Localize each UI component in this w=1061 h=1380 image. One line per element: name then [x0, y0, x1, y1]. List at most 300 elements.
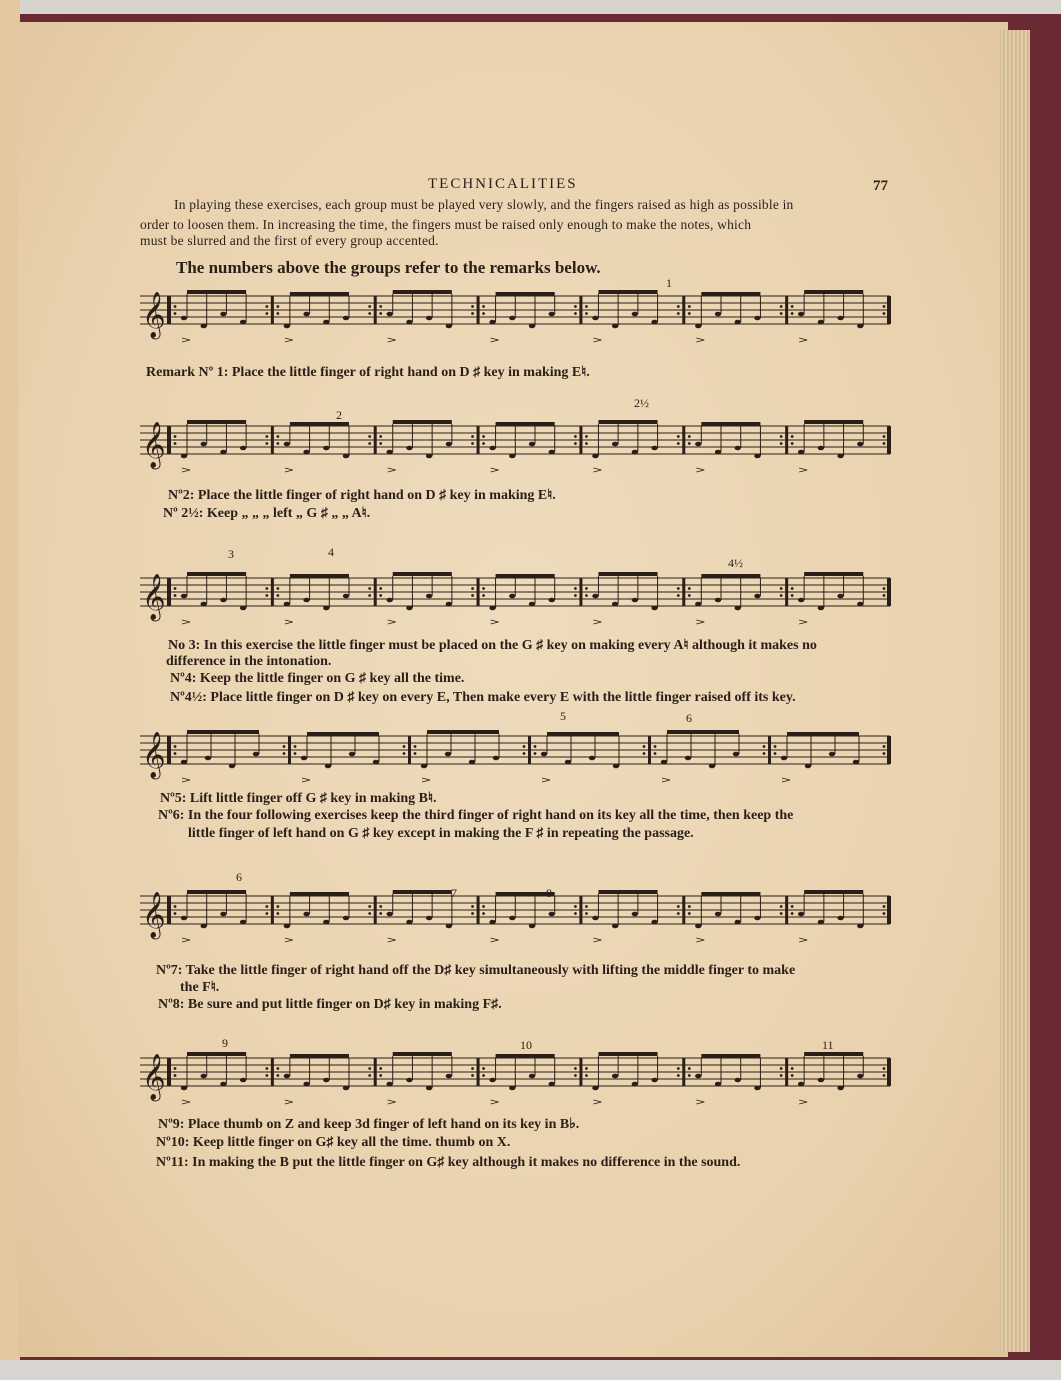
repeat-dot	[471, 587, 474, 590]
barline	[579, 578, 582, 606]
note-head	[837, 594, 843, 599]
repeat-dot	[780, 912, 783, 915]
note-head	[343, 454, 349, 459]
note-beam	[393, 420, 452, 424]
barline	[477, 1058, 480, 1086]
note-head	[549, 598, 555, 603]
note-head	[284, 324, 290, 329]
note-head	[343, 916, 349, 921]
repeat-dot	[791, 594, 794, 597]
repeat-dot	[482, 905, 485, 908]
note-head	[651, 1078, 657, 1083]
barline	[682, 296, 685, 324]
repeat-dot	[482, 312, 485, 315]
note-head	[349, 752, 355, 757]
note-head	[406, 606, 412, 611]
note-head	[284, 924, 290, 929]
repeat-dot	[688, 1067, 691, 1070]
barline	[887, 426, 891, 454]
note-head	[754, 1086, 760, 1091]
note-head	[781, 756, 787, 761]
note-head	[229, 764, 235, 769]
remark-7-cont: the F♮.	[180, 980, 220, 995]
note-head	[589, 756, 595, 761]
note-head	[509, 454, 515, 459]
repeat-dot	[791, 312, 794, 315]
repeat-dot	[883, 905, 886, 908]
repeat-dot	[414, 745, 417, 748]
repeat-dot	[265, 305, 268, 308]
note-head	[426, 594, 432, 599]
repeat-dot	[174, 1067, 177, 1070]
repeat-dot	[883, 435, 886, 438]
accent-mark	[593, 338, 601, 342]
accent-mark	[491, 620, 499, 624]
barline	[374, 1058, 377, 1086]
note-head	[565, 760, 571, 765]
repeat-dot	[791, 435, 794, 438]
accent-mark	[799, 338, 807, 342]
note-head	[406, 920, 412, 925]
note-head	[715, 598, 721, 603]
repeat-dot	[174, 745, 177, 748]
barline	[785, 896, 788, 924]
note-beam	[667, 730, 739, 734]
note-head	[709, 764, 715, 769]
repeat-dot	[574, 312, 577, 315]
system-6-mark-3: 11	[822, 1038, 834, 1052]
repeat-dot	[883, 745, 886, 748]
repeat-dot	[780, 435, 783, 438]
accent-mark	[182, 338, 190, 342]
note-head	[818, 446, 824, 451]
accent-mark	[182, 620, 190, 624]
remark-5: Nº5: Lift little finger off G ♯ key in making B♮.	[160, 791, 437, 806]
note-head	[303, 598, 309, 603]
note-head	[735, 320, 741, 325]
note-head	[651, 920, 657, 925]
remark-10: Nº10: Keep little finger on G♯ key all the time. thumb on X.	[156, 1135, 511, 1150]
repeat-dot	[883, 312, 886, 315]
note-beam	[598, 420, 657, 424]
staff-system-3	[140, 560, 900, 640]
note-beam	[290, 892, 349, 896]
note-head	[181, 916, 187, 921]
note-head	[201, 924, 207, 929]
system-6-mark-2: 10	[520, 1038, 532, 1052]
repeat-dot	[677, 305, 680, 308]
remark-2: Nº2: Place the little finger of right hand on D ♯ key in making E♮.	[168, 488, 556, 503]
repeat-dot	[265, 442, 268, 445]
accent-mark	[782, 778, 790, 782]
repeat-dot	[585, 442, 588, 445]
note-beam	[187, 890, 246, 894]
repeat-dot	[368, 594, 371, 597]
note-head	[754, 316, 760, 321]
page-title: TECHNICALITIES	[428, 176, 578, 192]
note-head	[857, 924, 863, 929]
remark-1: Remark Nº 1: Place the little finger of right hand on D ♯ key in making E♮.	[146, 365, 590, 380]
note-head	[613, 764, 619, 769]
repeat-dot	[368, 1067, 371, 1070]
barline	[167, 296, 171, 324]
note-beam	[701, 292, 760, 296]
barline	[167, 1058, 171, 1086]
repeat-dot	[368, 435, 371, 438]
note-head	[181, 316, 187, 321]
accent-mark	[593, 1100, 601, 1104]
note-beam	[701, 1054, 760, 1058]
repeat-dot	[368, 905, 371, 908]
note-head	[325, 764, 331, 769]
barline	[682, 426, 685, 454]
remark-6-cont: little finger of left hand on G ♯ key except in making the F ♯ in repeating the passage.	[188, 826, 694, 841]
scan-background-bottom	[0, 1360, 1061, 1380]
accent-mark	[491, 468, 499, 472]
note-head	[612, 1074, 618, 1079]
note-beam	[290, 292, 349, 296]
barline	[887, 896, 891, 924]
note-head	[715, 912, 721, 917]
note-head	[426, 916, 432, 921]
repeat-dot	[574, 1067, 577, 1070]
barline	[528, 736, 531, 764]
staff-system-4	[140, 718, 900, 798]
accent-mark	[696, 468, 704, 472]
note-head	[857, 602, 863, 607]
note-beam	[598, 572, 657, 576]
system-2-mark-1: 2	[336, 408, 342, 422]
system-3-mark-3: 4½	[728, 556, 743, 570]
note-head	[818, 920, 824, 925]
accent-mark	[799, 1100, 807, 1104]
remark-2-half: Nº 2½: Keep „ „ „ left „ G ♯ „ „ A♮.	[163, 506, 371, 521]
barline	[477, 896, 480, 924]
note-head	[549, 912, 555, 917]
repeat-dot	[780, 442, 783, 445]
barline	[682, 1058, 685, 1086]
repeat-dot	[677, 912, 680, 915]
note-head	[426, 454, 432, 459]
barline	[887, 296, 891, 324]
repeat-dot	[774, 745, 777, 748]
note-beam	[290, 1054, 349, 1058]
note-head	[303, 450, 309, 455]
note-head	[857, 324, 863, 329]
note-beam	[187, 572, 246, 576]
note-head	[343, 594, 349, 599]
repeat-dot	[368, 1074, 371, 1077]
repeat-dot	[780, 594, 783, 597]
note-head	[446, 324, 452, 329]
repeat-dot	[379, 305, 382, 308]
system-4-mark-2: 6	[686, 711, 692, 725]
page-number: 77	[873, 178, 888, 194]
repeat-dot	[482, 442, 485, 445]
note-beam	[598, 290, 657, 294]
repeat-dot	[585, 435, 588, 438]
note-head	[240, 446, 246, 451]
accent-mark	[182, 778, 190, 782]
barline	[785, 296, 788, 324]
note-head	[857, 442, 863, 447]
note-head	[632, 312, 638, 317]
accent-mark	[285, 938, 293, 942]
treble-clef: 𝄞	[142, 1054, 166, 1100]
note-head	[509, 916, 515, 921]
note-head	[651, 606, 657, 611]
repeat-dot	[368, 912, 371, 915]
note-beam	[701, 574, 760, 578]
repeat-dot	[174, 305, 177, 308]
repeat-dot	[403, 745, 406, 748]
note-head	[695, 442, 701, 447]
accent-mark	[696, 938, 704, 942]
barline	[682, 578, 685, 606]
accent-mark	[388, 338, 396, 342]
note-head	[446, 442, 452, 447]
note-head	[592, 916, 598, 921]
repeat-dot	[780, 305, 783, 308]
repeat-dot	[883, 752, 886, 755]
note-head	[685, 756, 691, 761]
repeat-dot	[677, 442, 680, 445]
note-beam	[496, 422, 555, 426]
system-6-mark-1: 9	[222, 1036, 228, 1050]
system-3-mark-1: 3	[228, 547, 234, 561]
repeat-dot	[883, 305, 886, 308]
note-head	[284, 442, 290, 447]
note-head	[798, 912, 804, 917]
note-head	[387, 450, 393, 455]
note-head	[735, 606, 741, 611]
repeat-dot	[265, 1074, 268, 1077]
note-head	[303, 312, 309, 317]
repeat-dot	[791, 587, 794, 590]
repeat-dot	[534, 752, 537, 755]
accent-mark	[182, 938, 190, 942]
system-5-mark-1: 6	[236, 870, 242, 884]
note-head	[284, 602, 290, 607]
repeat-dot	[276, 594, 279, 597]
note-beam	[547, 732, 619, 736]
repeat-dot	[276, 912, 279, 915]
repeat-dot	[574, 435, 577, 438]
repeat-dot	[688, 312, 691, 315]
repeat-dot	[677, 905, 680, 908]
note-head	[205, 756, 211, 761]
barline	[374, 296, 377, 324]
note-head	[509, 594, 515, 599]
repeat-dot	[574, 912, 577, 915]
repeat-dot	[265, 905, 268, 908]
repeat-dot	[276, 1074, 279, 1077]
barline	[271, 578, 274, 606]
repeat-dot	[654, 752, 657, 755]
accent-mark	[696, 338, 704, 342]
note-beam	[307, 732, 379, 736]
barline	[648, 736, 651, 764]
repeat-dot	[174, 1074, 177, 1077]
remark-4-half: Nº4½: Place little finger on D ♯ key on every E, Then make every E with the little finger raised off its key.	[170, 690, 796, 705]
note-beam	[187, 420, 246, 424]
repeat-dot	[379, 587, 382, 590]
barline	[887, 736, 891, 764]
repeat-dot	[574, 305, 577, 308]
staff-system-1	[140, 278, 900, 358]
repeat-dot	[574, 1074, 577, 1077]
note-head	[323, 606, 329, 611]
repeat-dot	[265, 587, 268, 590]
repeat-dot	[379, 594, 382, 597]
note-head	[695, 324, 701, 329]
note-head	[735, 920, 741, 925]
note-head	[323, 920, 329, 925]
barline	[288, 736, 291, 764]
barline	[271, 426, 274, 454]
note-beam	[787, 732, 859, 736]
repeat-dot	[414, 752, 417, 755]
note-beam	[393, 1052, 452, 1056]
note-head	[303, 912, 309, 917]
note-head	[489, 606, 495, 611]
repeat-dot	[482, 1074, 485, 1077]
repeat-dot	[574, 442, 577, 445]
page-edges	[1000, 30, 1030, 1352]
note-head	[323, 446, 329, 451]
note-head	[857, 1074, 863, 1079]
repeat-dot	[688, 435, 691, 438]
repeat-dot	[379, 905, 382, 908]
repeat-dot	[471, 305, 474, 308]
repeat-dot	[585, 312, 588, 315]
note-head	[754, 454, 760, 459]
repeat-dot	[174, 752, 177, 755]
repeat-dot	[791, 1074, 794, 1077]
note-head	[387, 312, 393, 317]
note-head	[387, 912, 393, 917]
repeat-dot	[174, 442, 177, 445]
repeat-dot	[368, 442, 371, 445]
note-head	[181, 454, 187, 459]
note-head	[549, 1082, 555, 1087]
note-head	[406, 320, 412, 325]
accent-mark	[388, 938, 396, 942]
scan-background-top	[0, 0, 1061, 14]
note-head	[612, 924, 618, 929]
note-beam	[393, 572, 452, 576]
repeat-dot	[780, 1074, 783, 1077]
repeat-dot	[677, 435, 680, 438]
note-head	[421, 764, 427, 769]
note-head	[805, 764, 811, 769]
note-head	[446, 602, 452, 607]
repeat-dot	[791, 442, 794, 445]
repeat-dot	[265, 912, 268, 915]
note-head	[426, 316, 432, 321]
note-head	[632, 598, 638, 603]
repeat-dot	[482, 305, 485, 308]
barline	[374, 578, 377, 606]
repeat-dot	[471, 442, 474, 445]
note-head	[818, 320, 824, 325]
accent-mark	[285, 338, 293, 342]
system-3-mark-2: 4	[328, 545, 334, 559]
barline	[408, 736, 411, 764]
note-head	[798, 312, 804, 317]
note-head	[489, 920, 495, 925]
note-head	[201, 602, 207, 607]
note-head	[529, 324, 535, 329]
note-head	[695, 924, 701, 929]
accent-mark	[388, 468, 396, 472]
note-head	[632, 1082, 638, 1087]
repeat-dot	[688, 305, 691, 308]
repeat-dot	[523, 745, 526, 748]
note-beam	[804, 572, 863, 576]
note-head	[529, 924, 535, 929]
remark-7: Nº7: Take the little finger of right hand off the D♯ key simultaneously with lifting the middle finger to make	[156, 963, 796, 978]
repeat-dot	[379, 1074, 382, 1077]
note-head	[387, 1082, 393, 1087]
repeat-dot	[379, 442, 382, 445]
remark-6: Nº6: In the four following exercises keep the third finger of right hand on its key all the time, then keep the	[158, 808, 794, 823]
note-head	[592, 1086, 598, 1091]
note-head	[406, 446, 412, 451]
barline	[477, 296, 480, 324]
note-beam	[598, 1052, 657, 1056]
note-beam	[187, 1052, 246, 1056]
system-1-mark-1: 1	[666, 276, 672, 290]
note-beam	[804, 1052, 863, 1056]
repeat-dot	[471, 1067, 474, 1070]
barline	[271, 1058, 274, 1086]
remark-11: Nº11: In making the B put the little finger on G♯ key although it makes no difference in the sound.	[156, 1155, 741, 1170]
barline	[682, 896, 685, 924]
repeat-dot	[276, 442, 279, 445]
repeat-dot	[379, 312, 382, 315]
repeat-dot	[574, 905, 577, 908]
barline	[167, 736, 171, 764]
barline	[374, 896, 377, 924]
note-head	[469, 760, 475, 765]
accent-mark	[593, 938, 601, 942]
note-beam	[393, 290, 452, 294]
repeat-dot	[780, 1067, 783, 1070]
system-4-mark-1: 5	[560, 709, 566, 723]
repeat-dot	[654, 745, 657, 748]
repeat-dot	[482, 1067, 485, 1070]
repeat-dot	[368, 312, 371, 315]
treble-clef: 𝄞	[142, 732, 166, 778]
repeat-dot	[265, 435, 268, 438]
system-5-mark-3: 8	[546, 886, 552, 900]
note-head	[798, 1082, 804, 1087]
note-head	[549, 450, 555, 455]
repeat-dot	[883, 594, 886, 597]
note-head	[651, 320, 657, 325]
repeat-dot	[471, 905, 474, 908]
note-beam	[187, 290, 246, 294]
barline	[579, 296, 582, 324]
note-head	[323, 1078, 329, 1083]
staff-system-5	[140, 878, 900, 958]
repeat-dot	[471, 312, 474, 315]
repeat-dot	[780, 312, 783, 315]
repeat-dot	[276, 305, 279, 308]
note-head	[735, 446, 741, 451]
note-beam	[804, 890, 863, 894]
